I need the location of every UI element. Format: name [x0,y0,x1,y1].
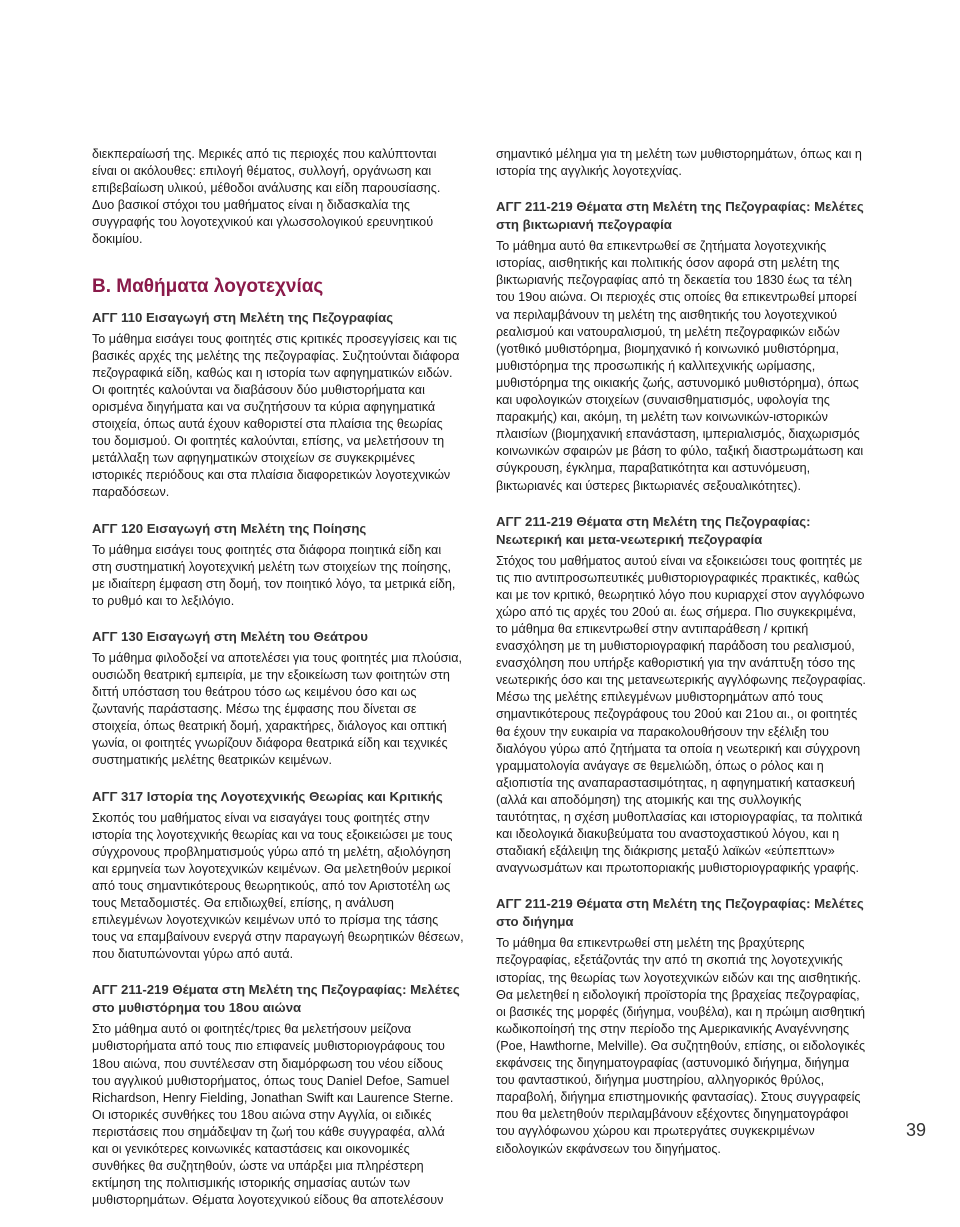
course-entry [92,981,464,1209]
course-title: ΑΓΓ 211-219 Θέματα στη Μελέτη της Πεζογραφίας: Μελέτες στο διήγημα [496,896,864,930]
left-column [92,146,464,1227]
course-title: ΑΓΓ 211-219 Θέματα στη Μελέτη της Πεζογραφίας: Μελέτες στο μυθιστόρημα του 18ου αιώνα [92,982,460,1016]
course-title: ΑΓΓ 211-219 Θέματα στη Μελέτη της Πεζογραφίας: Νεωτερική και μετα-νεωτερική πεζογραφία [496,513,811,547]
course-description: Σκοπός του μαθήματος είναι να εισαγάγει τους φοιτητές στην ιστορία της λογοτεχνικής θεωρίας και να τους εξοικειώσει με τους σύγχρονους προβληματισμούς γύρω από τη μελέτη, αξιολόγηση και ερμηνεία των λογοτεχνικών κειμένων. Θα μελετηθούν μερικοί από τους σημαντικότερους θεωρητικούς, από τον Αριστοτέλη ως τους Μεταδομιστές. Θα επιδιωχθεί, επίσης, η ανάλυση επιλεγμένων λογοτεχνικών κειμένων υπό το πρίσμα της τάσης τους να επαμβαίνουν ενεργά στην παραγωγή θεωρητικών θέσεων, που διατυπώνονται γύρω από αυτά. [92,810,464,962]
course-entry [92,309,464,502]
course-entry [92,520,464,610]
intro-paragraph: σημαντικό μέλημα για τη μελέτη των μυθιστορημάτων, όπως και η ιστορία της αγγλικής λογοτεχνίας. [496,147,862,179]
course-entry [92,788,464,964]
course-description: Στόχος του μαθήματος αυτού είναι να εξοικειώσει τους φοιτητές με τις πιο αντιπροσωπευτικές μυθιστοριογραφικές πρακτικές, καθώς και με τον κριτικό, θεωρητικό λόγο που κυριαρχεί στον αγγλόφωνο χώρο από τις αρχές του 20ού αι. έως σήμερα. Πιο συγκεκριμένα, το μάθημα θα επικεντρωθεί στην αντιπαράθεση / κριτική ενασχόληση με τη μυθιστοριογραφική παράδοση του ρεαλισμού, ενασχόληση που υπήρξε καθοριστική για την ανάπτυξη τόσο της νεωτερικής όσο και της μετανεωτερικής αγγλόφωνης πεζογραφίας. Μέσω της μελέτης επιλεγμένων μυθιστορημάτων από τους σημαντικότερους πεζογράφους του 20ού και 21ου αι., οι φοιτητές θα έχουν την ευκαιρία να παρακολουθήσουν την εξέλιξη του διαλόγου γύρω από ζητήματα τα οποία η νεωτερική και σύγχρονη γραμματολογία ανάγαγε σε θεμελιώδη, όπως ο ρόλος και η αξιοπιστία της αναπαραστασιμότητας, η αφηγηματική κατασκευή (αλλά και αποδόμηση) της ατομικής και της συλλογικής ταυτότητας, η σχέση μυθοπλασίας και ιστοριογραφίας, τα πολιτικά και ιδεολογικά διακυβεύματα του αναστοχαστικού λόγου, και η σταδιακή εξάλειψη της διάκρισης μεταξύ λαϊκών «εύπεπτων» αναγνωσμάτων και πρωτοποριακής μυθιστοριογραφικής γραφής. [496,553,866,876]
section-title: Β. Μαθήματα λογοτεχνίας [92,275,324,297]
right-column [496,146,868,1176]
course-title: ΑΓΓ 211-219 Θέματα στη Μελέτη της Πεζογραφίας: Μελέτες στη βικτωριανή πεζογραφία [496,199,864,233]
course-description: Το μάθημα αυτό θα επικεντρωθεί σε ζητήματα λογοτεχνικής ιστορίας, αισθητικής και πολιτικής όσον αφορά στη μελέτη της βικτωριανής πεζογραφίας από τη δεκαετία του 1830 έως τα τέλη του 19ου αιώνα. Οι περιοχές στις οποίες θα επικεντρωθεί μπορεί να περιλαμβάνουν τη μελέτη της αισθητικής του λογοτεχνικού ρεαλισμού και νατουραλισμού, τη μελέτη πεζογραφικών ειδών (γοτθικό μυθιστόρημα, βιομηχανικό ή κοινωνικό μυθιστόρημα, μυθιστόρημα της προσωπικής ή καλλιτεχνικής ωρίμασης, μυθιστόρημα της οικιακής ζωής, αστυνομικό μυθιστόρημα), όπως και υφολογικών στοιχείων (συναισθηματισμός, υφολογία της παρακμής) και, ακόμη, τη μελέτη των κοινωνικών-ιστορικών πλαισίων (βιομηχανική επανάσταση, ιμπεριαλισμός, διαχωρισμός κοινωνικών σφαιρών με βάση το φύλο, ταξική διαστρωμάτωση και σύγκρουση, έγκλημα, παραβατικότητα και αστυνόμευση, βικτωριανές και ύστερες βικτωριανές σεξουαλικότητες). [496,239,864,493]
course-entry [496,198,868,494]
course-description: Το μάθημα θα επικεντρωθεί στη μελέτη της βραχύτερης πεζογραφίας, εξετάζοντάς την από τη σκοπιά της λογοτεχνικής ιστορίας, της θεωρίας των λογοτεχνικών ειδών και της αισθητικής. Θα μελετηθεί η ειδολογική προϊστορία της βραχείας πεζογραφίας, οι βασικές της μορφές (διήγημα, νουβέλα), και η πρώιμη αισθητική κωδικοποίησή της στην περίοδο της Αμερικανικής Αναγέννησης (Poe, Hawthorne, Melville). Θα συζητηθούν, επίσης, οι ειδολογικές εκφάνσεις της διηγηματογραφίας (αστυνομικό διήγημα, διήγημα του φανταστικού, διήγημα μυστηρίου, αλληγορικός θρύλος, παραβολή, διήγημα επιστημονικής φαντασίας). Στους συγγραφείς που θα μελετηθούν περιλαμβάνουν εξέχοντες διηγηματογράφοι του αγγλόφωνου χώρου και πρωτεργάτες συγκεκριμένων ειδολογικών εκφάνσεων του διηγήματος. [496,936,866,1156]
course-title: ΑΓΓ 317 Ιστορία της Λογοτεχνικής Θεωρίας και Κριτικής [92,788,443,804]
course-title: ΑΓΓ 110 Εισαγωγή στη Μελέτη της Πεζογραφίας [92,309,394,325]
top-margin [0,0,960,120]
course-description: Το μάθημα φιλοδοξεί να αποτελέσει για τους φοιτητές μια πλούσια, ουσιώδη θεατρική εμπειρία, με την εξοικείωση των φοιτητών στη διττή υπόσταση του θεάτρου τόσο ως κειμένου όσο και ως ζωντανής παράστασης. Μέσω της έμφασης που δίνεται σε στοιχεία, όπως θεατρική δομή, χαρακτήρες, διάλογος και οπτική γωνία, οι φοιτητές γνωρίζουν διάφορα θεατρικά είδη και τεχνικές συστηματικής μελέτης θεατρικών κειμένων. [92,650,463,768]
course-title: ΑΓΓ 120 Εισαγωγή στη Μελέτη της Ποίησης [92,520,367,536]
course-entry [496,513,868,878]
course-description: Στο μάθημα αυτό οι φοιτητές/τριες θα μελετήσουν μείζονα μυθιστορήματα από τους πιο επιφανείς μυθιστοριογράφους του 18ου αιώνα, που συντέλεσαν στη διαμόρφωση του νέου είδους του αγγλικού μυθιστορήματος, όπως τους Daniel Defoe, Samuel Richardson, Henry Fielding, Jonathan Swift και Laurence Sterne. Οι ιστορικές συνθήκες του 18ου αιώνα στην Αγγλία, οι ειδικές περιστάσεις που σημάδεψαν τη ζωή του κάθε συγγραφέα, αλλά και οι γενικότερες κοινωνικές καταστάσεις και οικονομικές συνθήκες θα συζητηθούν, ώστε να υπάρξει μια πληρέστερη εκτίμηση της πολιτισμικής ιστορικής σημασίας αυτών των μυθιστορημάτων. Θέματα λογοτεχνικού είδους θα αποτελέσουν [92,1022,454,1208]
intro-paragraph: διεκπεραίωσή της. Μερικές από τις περιοχές που καλύπτονται είναι οι ακόλουθες: επιλογή θέματος, συλλογή, οργάνωση και επιβεβαίωση υλικού, μέθοδοι ανάλυσης και είδη παρουσίασης. Δυο βασικοί στόχοι του μαθήματος είναι η διδασκαλία της συγγραφής του λογοτεχνικού και γλωσσολογικού ερευνητικού δοκιμίου. [92,147,441,247]
course-description: Το μάθημα εισάγει τους φοιτητές στα διάφορα ποιητικά είδη και στη συστηματική λογοτεχνική μελέτη των στοιχείων της ποίησης, με ιδιαίτερη έμφαση στη δομή, τον ποιητικό λόγο, τα μετρικά είδη, το ρυθμό και το λεξιλόγιο. [92,542,456,608]
course-description: Το μάθημα εισάγει τους φοιτητές στις κριτικές προσεγγίσεις και τις βασικές αρχές της μελέτης της πεζογραφίας. Συζητούνται διάφορα πεζογραφικά είδη, καθώς και η ιστορία των αφηγηματικών ειδών. Οι φοιτητές καλούνται να διαβάσουν δύο μυθιστορήματα και ορισμένα διηγήματα και να συζητήσουν τα κύρια αφηγηματικά στοιχεία, όπως αυτά έχουν καθοριστεί στα πλαίσια της θεωρίας του δομισμού. Οι φοιτητές καλούνται, επίσης, να μελετήσουν τη μετάλλαξη των αφηγηματικών στοιχείων σε συγκεκριμένες ιστορικές περιόδους και στα πλαίσια διαφορετικών λογοτεχνικών παραδόσεων. [92,331,460,500]
course-title: ΑΓΓ 130 Εισαγωγή στη Μελέτη του Θεάτρου [92,628,368,644]
course-entry [92,628,464,770]
course-entry [496,895,868,1157]
page-number: 39 [905,1120,926,1140]
